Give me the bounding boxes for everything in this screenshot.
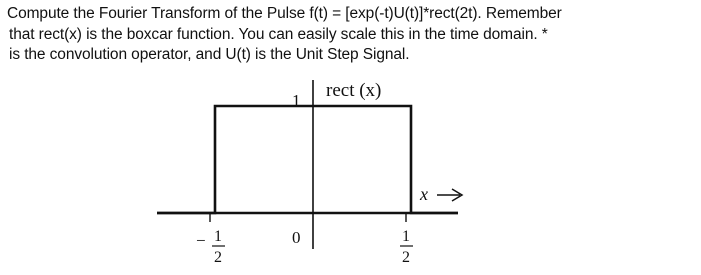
function-label: rect (x) [326,80,382,101]
problem-line-3: is the convolution operator, and U(t) is the Unit Step Signal. [9,46,410,63]
right-numerator: 1 [402,228,410,245]
origin-label: 0 [292,228,301,247]
problem-line-2: that rect(x) is the boxcar function. You can easily scale this in the time domain. * [9,25,548,43]
axis-arrow-icon [437,189,462,201]
minus-sign: − [196,231,206,250]
x-tick-label-plus-half [400,228,413,266]
left-denominator: 2 [214,249,222,266]
problem-line-1: Compute the Fourier Transform of the Pulse f(t) = [exp(-t)U(t)]*rect(2t). Remember [7,5,562,22]
x-tick-label-minus-half [196,228,225,266]
right-denominator: 2 [402,249,410,266]
left-numerator: 1 [214,228,222,245]
x-axis-variable: x [420,184,428,204]
y-tick-label: 1 [292,91,301,110]
rect-pulse-line [157,106,458,213]
